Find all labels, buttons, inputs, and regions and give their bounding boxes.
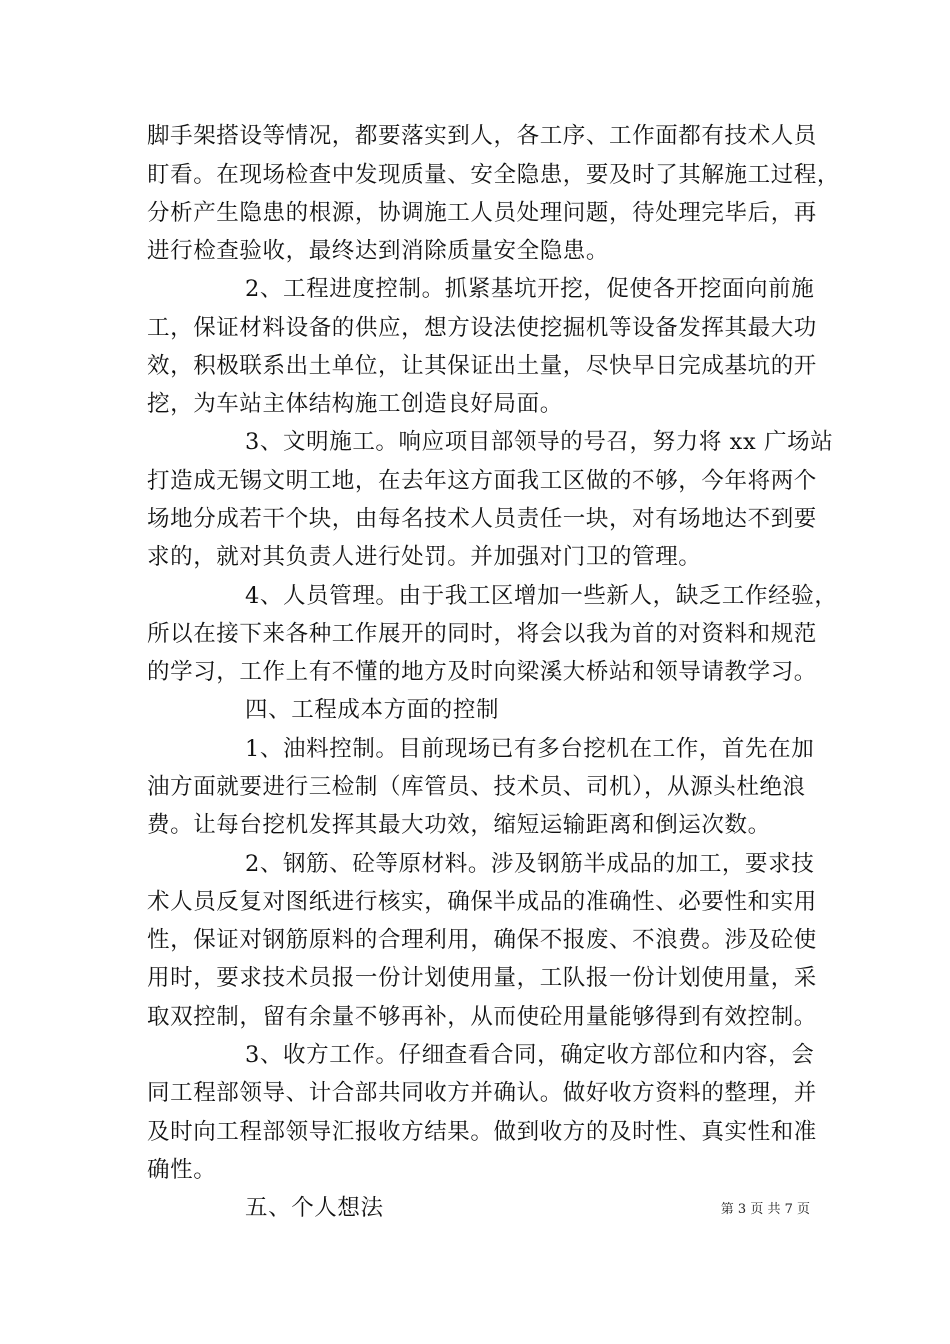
text-line: 效，积极联系出土单位，让其保证出土量，尽快早日完成基坑的开 [147, 353, 817, 379]
text-line: 油方面就要进行三检制（库管员、技术员、司机），从源头杜绝浪 [147, 774, 806, 800]
section-heading: 四、工程成本方面的控制 [245, 697, 500, 723]
paragraph-start-line: 4、人员管理。由于我工区增加一些新人，缺乏工作经验， [245, 583, 838, 609]
text-line: 及时向工程部领导汇报收方结果。做到收方的及时性、真实性和准 [147, 1119, 817, 1145]
paragraph-start-line: 3、文明施工。响应项目部领导的号召，努力将 xx 广场站 [245, 429, 834, 455]
text-line: 同工程部领导、计合部共同收方并确认。做好收方资料的整理，并 [147, 1080, 817, 1106]
section-heading: 五、个人想法 [245, 1195, 384, 1221]
text-line: 工，保证材料设备的供应，想方设法使挖掘机等设备发挥其最大功 [147, 315, 817, 341]
text-line: 术人员反复对图纸进行核实，确保半成品的准确性、必要性和实用 [147, 889, 817, 915]
text-line: 用时，要求技术员报一份计划使用量，工队报一份计划使用量，采 [147, 965, 817, 991]
text-line: 盯看。在现场检查中发现质量、安全隐患，要及时了其解施工过程， [147, 162, 841, 188]
text-line: 场地分成若干个块，由每名技术人员责任一块，对有场地达不到要 [147, 506, 817, 532]
text-line: 进行检查验收，最终达到消除质量安全隐患。 [147, 238, 610, 264]
text-line: 所以在接下来各种工作展开的同时，将会以我为首的对资料和规范 [147, 621, 817, 647]
text-line: 打造成无锡文明工地，在去年这方面我工区做的不够，今年将两个 [147, 468, 817, 494]
text-line: 费。让每台挖机发挥其最大功效，缩短运输距离和倒运次数。 [147, 812, 771, 838]
page-number-footer: 第 3 页 共 7 页 [720, 1202, 810, 1217]
text-line: 脚手架搭设等情况，都要落实到人，各工序、工作面都有技术人员 [147, 123, 817, 149]
paragraph-start-line: 2、工程进度控制。抓紧基坑开挖，促使各开挖面向前施 [245, 276, 815, 302]
paragraph-start-line: 1、油料控制。目前现场已有多台挖机在工作，首先在加 [245, 736, 815, 762]
text-line: 分析产生隐患的根源，协调施工人员处理问题，待处理完毕后，再 [147, 200, 817, 226]
paragraph-start-line: 2、钢筋、砼等原材料。涉及钢筋半成品的加工，要求技 [245, 851, 815, 877]
text-line: 的学习，工作上有不懂的地方及时向梁溪大桥站和领导请教学习。 [147, 659, 817, 685]
text-line: 求的，就对其负责人进行处罚。并加强对门卫的管理。 [147, 544, 702, 570]
text-line: 确性。 [147, 1157, 217, 1183]
text-line: 性，保证对钢筋原料的合理利用，确保不报废、不浪费。涉及砼使 [147, 927, 817, 953]
paragraph-start-line: 3、收方工作。仔细查看合同，确定收方部位和内容，会 [245, 1042, 815, 1068]
text-line: 取双控制，留有余量不够再补，从而使砼用量能够得到有效控制。 [147, 1004, 817, 1030]
text-line: 挖，为车站主体结构施工创造良好局面。 [147, 391, 563, 417]
